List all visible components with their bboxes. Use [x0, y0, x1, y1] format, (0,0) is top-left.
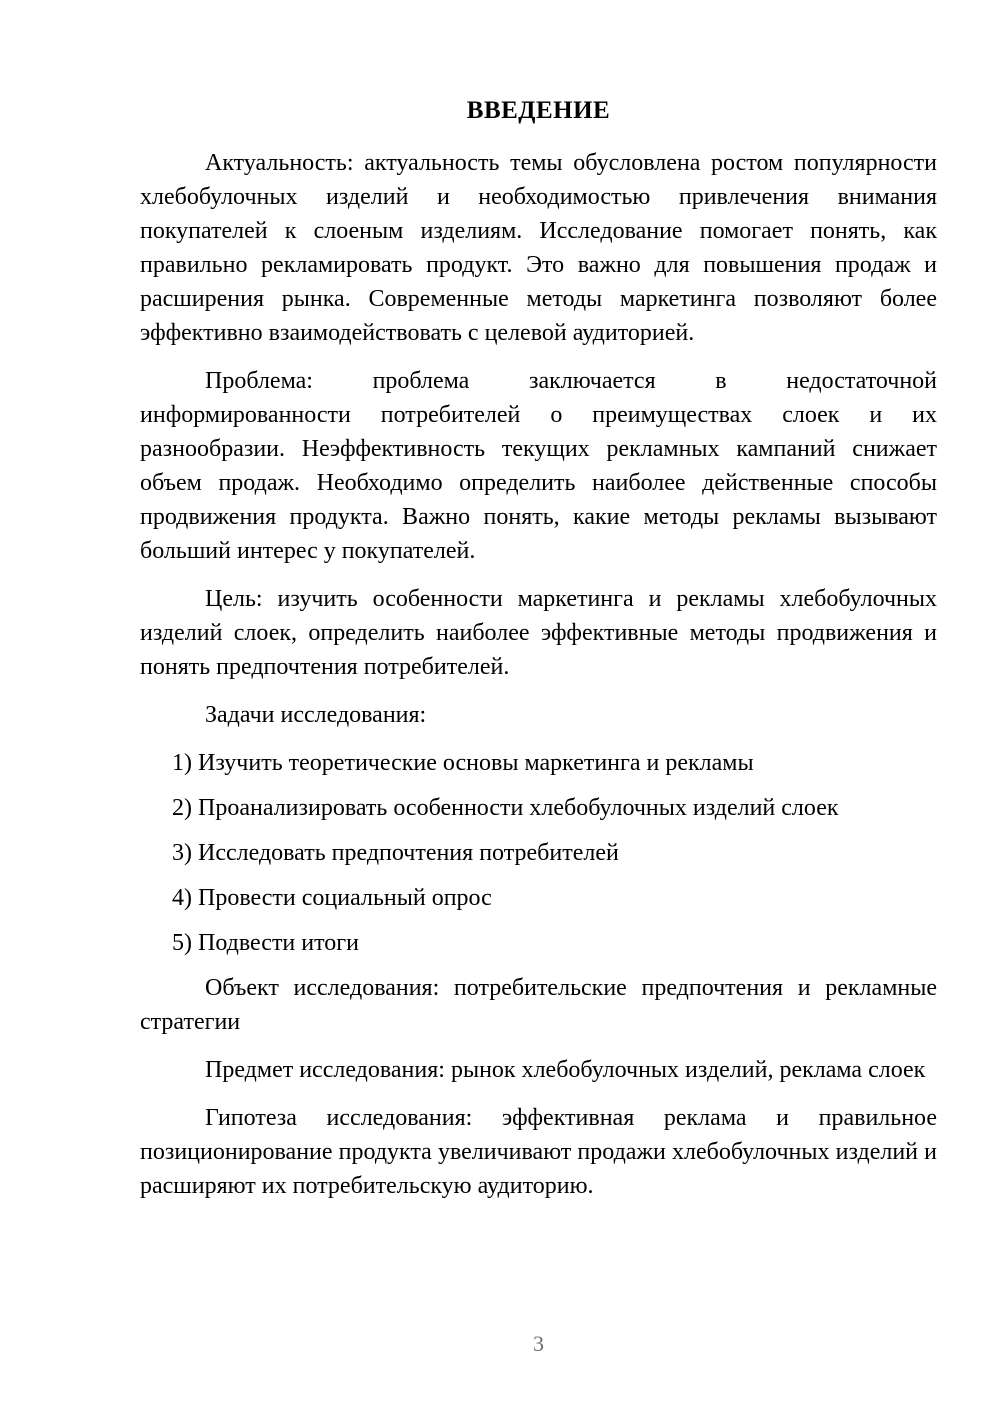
- tasks-heading: Задачи исследования:: [205, 702, 427, 728]
- page-title: ВВЕДЕНИЕ: [466, 97, 611, 124]
- page-number: 3: [533, 1331, 544, 1356]
- task-item-4: [172, 881, 937, 915]
- task-text: Изучить теоретические основы маркетинга и рекламы: [198, 750, 754, 776]
- paragraph-problem: Проблема: проблема заключается в недостаточной информированности потребителей о преимуществах слоек и их разнообразии. Неэффективность текущих рекламных кампаний снижает объем продаж. Необходимо определить наиболее действенные способы продвижения продукта. Важно понять, какие методы рекламы вызывают больший интерес у покупателей.: [140, 368, 937, 564]
- task-marker: 3): [172, 840, 192, 866]
- paragraph-relevance: Актуальность: актуальность темы обусловлена ростом популярности хлебобулочных изделий и необходимостью привлечения внимания покупателей к слоеным изделиям. Исследование помогает понять, как правильно рекламировать продукт. Это важно для повышения продаж и расширения рынка. Современные методы маркетинга позволяют более эффективно взаимодействовать с целевой аудиторией.: [140, 150, 937, 346]
- task-marker: 5): [172, 930, 192, 956]
- task-marker: 2): [172, 795, 192, 821]
- task-marker: 1): [172, 750, 192, 776]
- task-marker: 4): [172, 885, 192, 911]
- task-text: Исследовать предпочтения потребителей: [198, 840, 619, 866]
- task-text: Провести социальный опрос: [198, 885, 492, 911]
- paragraph-goal: Цель: изучить особенности маркетинга и рекламы хлебобулочных изделий слоек, определить наиболее эффективные методы продвижения и понять предпочтения потребителей.: [140, 586, 937, 680]
- tasks-list: [140, 746, 937, 960]
- task-text: Подвести итоги: [198, 930, 359, 956]
- task-text: Проанализировать особенности хлебобулочных изделий слоек: [198, 795, 839, 821]
- paragraph-object: Объект исследования: потребительские предпочтения и рекламные стратегии: [140, 975, 937, 1035]
- task-item-5: [172, 926, 937, 960]
- task-item-3: [172, 836, 937, 870]
- task-item-2: [172, 791, 937, 825]
- paragraph-subject: Предмет исследования: рынок хлебобулочных изделий, реклама слоек: [205, 1057, 926, 1083]
- paragraph-hypothesis: Гипотеза исследования: эффективная реклама и правильное позиционирование продукта увеличивают продажи хлебобулочных изделий и расширяют их потребительскую аудиторию.: [140, 1105, 937, 1199]
- task-item-1: [172, 746, 937, 780]
